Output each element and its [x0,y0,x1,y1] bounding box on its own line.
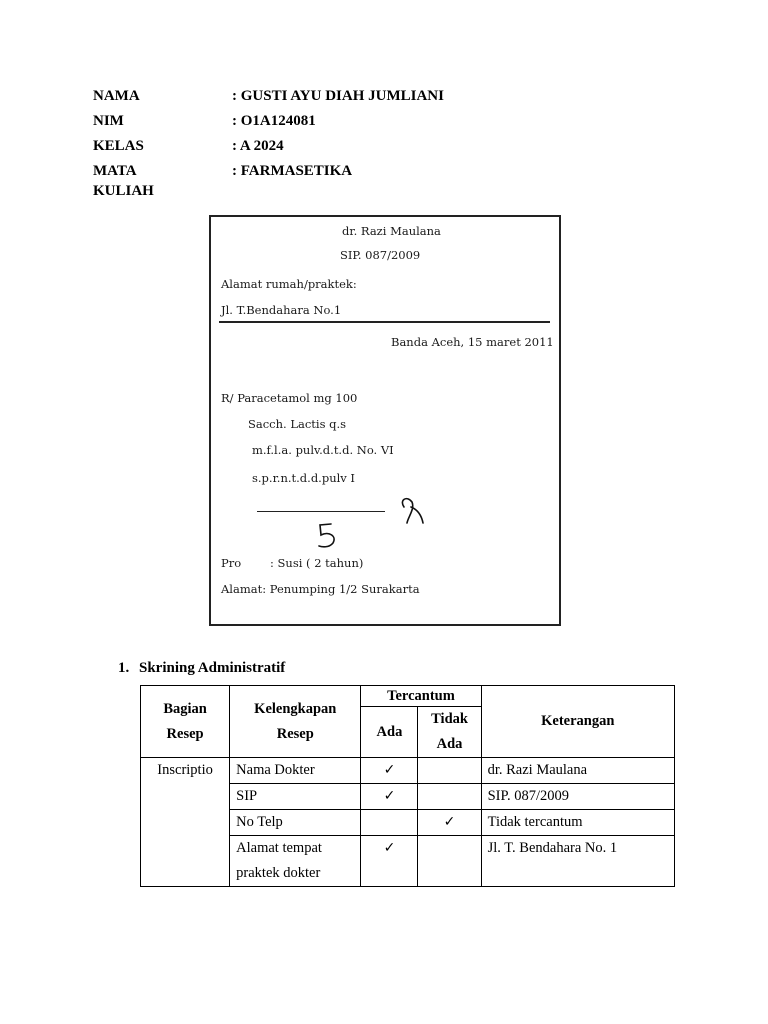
header-keterangan: Keterangan [481,686,674,758]
header-ada: Ada [361,707,418,758]
cell-ada: ✓ [361,836,418,887]
cell-keterangan: Tidak tercantum [481,810,674,836]
header-tercantum: Tercantum [361,686,481,707]
info-label: KELAS [93,138,144,154]
cell-item: Alamat tempat praktek dokter [230,836,361,887]
header-tidak-ada: Tidak Ada [418,707,481,758]
table-header-row [141,686,675,707]
cell-ada: ✓ [361,784,418,810]
info-label: NAMA [93,88,140,104]
rx-patient-address: Alamat: Penumping 1/2 Surakarta [221,582,420,596]
info-label: NIM [93,113,124,129]
info-value: : A 2024 [232,138,284,154]
info-value: : FARMASETIKA [232,163,353,179]
cell-keterangan: Jl. T. Bendahara No. 1 [481,836,674,887]
screening-table [140,685,675,887]
rx-pro-label: Pro [221,556,242,570]
cell-tidak-ada [418,836,481,887]
cell-keterangan: dr. Razi Maulana [481,758,674,784]
cell-keterangan: SIP. 087/2009 [481,784,674,810]
table-row [141,758,675,784]
section-number: 1. [118,660,130,676]
section-title: Skrining Administratif [139,660,286,676]
info-label: MATA KULIAH [93,163,154,199]
cell-section-name: Inscriptio [141,758,230,887]
rx-line-3: m.f.l.a. pulv.d.t.d. No. VI [252,443,394,457]
cell-item: SIP [230,784,361,810]
cell-ada [361,810,418,836]
prescription-image [209,215,561,626]
rx-line-2: Sacch. Lactis q.s [248,417,347,431]
rx-line-4: s.p.r.n.t.d.d.pulv I [252,471,355,485]
rx-address-label: Alamat rumah/praktek: [221,277,357,291]
rx-line-1: R/ Paracetamol mg 100 [221,391,358,405]
header-bagian-resep: Bagian Resep [141,686,230,758]
cell-item: Nama Dokter [230,758,361,784]
cell-item: No Telp [230,810,361,836]
handwritten-marks [211,217,559,624]
cell-tidak-ada [418,784,481,810]
header-kelengkapan-resep: Kelengkapan Resep [230,686,361,758]
rx-sip: SIP. 087/2009 [340,248,421,262]
cell-ada: ✓ [361,758,418,784]
rx-address: Jl. T.Bendahara No.1 [221,303,342,317]
rx-pro-value: : Susi ( 2 tahun) [270,556,364,570]
section-heading [118,660,285,677]
info-value: : GUSTI AYU DIAH JUMLIANI [232,88,444,104]
rx-place-date: Banda Aceh, 15 maret 2011 [391,335,554,349]
cell-tidak-ada: ✓ [418,810,481,836]
info-value: : O1A124081 [232,113,316,129]
rx-doctor: dr. Razi Maulana [342,224,441,238]
cell-tidak-ada [418,758,481,784]
